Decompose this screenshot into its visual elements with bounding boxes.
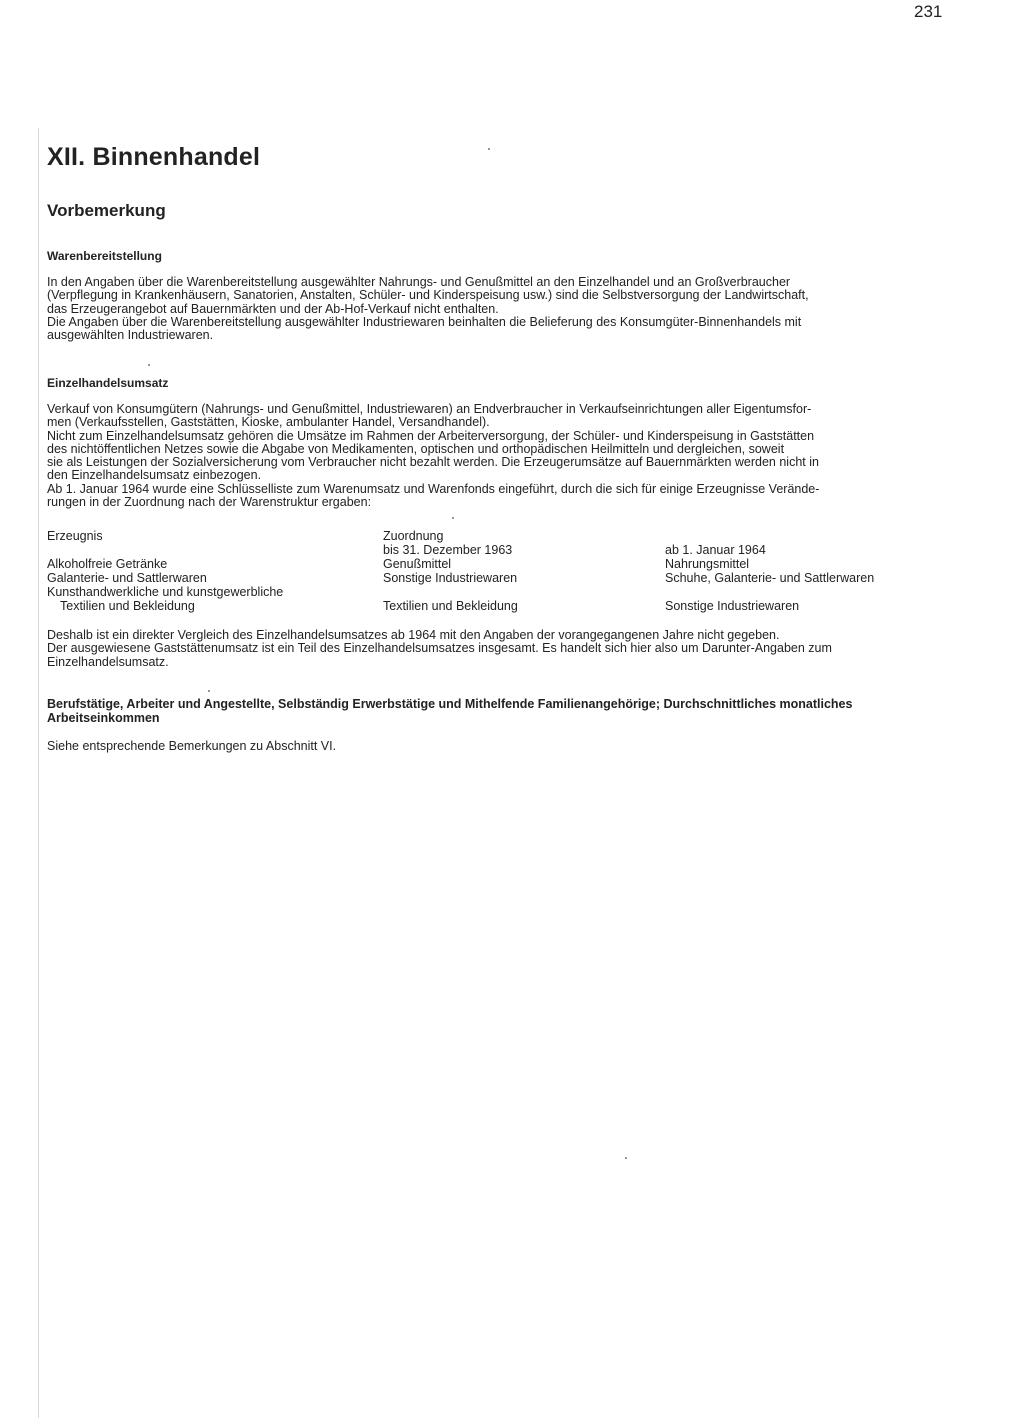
text-line: In den Angaben über die Warenbereitstellung ausgewählter Nahrungs- und Genußmittel an den Einzelhandel und an Großverbraucher: [47, 276, 791, 289]
paragraph-einzelhandelsumsatz: [47, 403, 952, 509]
table-cell-ab: Sonstige Industriewaren: [665, 599, 800, 613]
text-line: Nicht zum Einzelhandelsumsatz gehören die Umsätze im Rahmen der Arbeiterversorgung, der Schüler- und Kinderspeisung in Gaststätten: [47, 429, 815, 443]
paragraph-warenbereitstellung: [47, 276, 952, 342]
table-cell-erzeugnis: Alkoholfreie Getränke: [47, 557, 168, 571]
scan-speck: [148, 364, 150, 366]
text-line: Die Angaben über die Warenbereitstellung ausgewählter Industriewaren beinhalten die Belieferung des Konsumgüter-Binnenhandels mit: [47, 315, 802, 329]
table-cell-erzeugnis-continued: Textilien und Bekleidung: [60, 599, 195, 613]
paragraph-after-table: [47, 629, 952, 669]
scan-speck: [452, 517, 454, 519]
table-cell-ab: Schuhe, Galanterie- und Sattlerwaren: [665, 571, 875, 585]
text-line: Einzelhandelsumsatz.: [47, 655, 169, 669]
table-header-ab-1964: ab 1. Januar 1964: [665, 543, 766, 557]
text-line: Ab 1. Januar 1964 wurde eine Schlüsselliste zum Warenumsatz und Warenfonds eingeführt, durch die sich für einige Erzeugnisse Verände-: [47, 482, 820, 496]
text-line: Verkauf von Konsumgütern (Nahrungs- und Genußmittel, Industriewaren) an Endverbraucher in Verkaufseinrichtungen aller Eigentumsfor-: [47, 403, 812, 416]
table-header-bis-1963: bis 31. Dezember 1963: [383, 543, 513, 557]
text-line: sie als Leistungen der Sozialversicherung vom Verbraucher nicht bezahlt werden. Die Erzeugerumsätze auf Bauernmärkten werden nicht in: [47, 456, 819, 470]
heading-line: Berufstätige, Arbeiter und Angestellte, Selbständig Erwerbstätige und Mithelfende Familienangehörige; Durchschnittliches monatliches: [47, 697, 853, 711]
table-header-zuordnung: Zuordnung: [383, 529, 444, 543]
text-line: ausgewählten Industriewaren.: [47, 329, 214, 343]
text-line: das Erzeugerangebot auf Bauernmärkten und der Ab-Hof-Verkauf nicht enthalten.: [47, 302, 499, 316]
text-line: Deshalb ist ein direkter Vergleich des Einzelhandelsumsatzes ab 1964 mit den Angaben der vorangegangenen Jahre nicht gegeben.: [47, 629, 780, 642]
scan-speck: [488, 148, 490, 150]
table-cell-bis: Textilien und Bekleidung: [383, 599, 518, 613]
table-cell-ab: Nahrungsmittel: [665, 557, 750, 571]
table-cell-bis: Genußmittel: [383, 557, 452, 571]
text-line: Siehe entsprechende Bemerkungen zu Abschnitt VI.: [47, 740, 337, 753]
text-line: des nichtöffentlichen Netzes sowie die Abgabe von Medikamenten, optischen und orthopädischen Heilmitteln und dergleichen, soweit: [47, 442, 785, 456]
scan-speck: [625, 1157, 627, 1159]
scan-edge-line: [38, 128, 39, 1418]
section-title: Vorbemerkung: [47, 201, 166, 220]
heading-line: Arbeitseinkommen: [47, 711, 160, 725]
text-line: (Verpflegung in Krankenhäusern, Sanatorien, Anstalten, Schüler- und Kinderspeisung usw.) sind die Selbstversorgung der Landwirtschaft,: [47, 289, 809, 303]
text-line: Der ausgewiesene Gaststättenumsatz ist ein Teil des Einzelhandelsumsatzes insgesamt. Es handelt sich hier also um Darunter-Angaben zum: [47, 642, 832, 656]
table-cell-erzeugnis: Kunsthandwerkliche und kunstgewerbliche: [47, 585, 284, 599]
table-header-erzeugnis: Erzeugnis: [47, 529, 103, 543]
text-line: rungen in der Zuordnung nach der Warenstruktur ergaben:: [47, 496, 372, 510]
scan-speck: [208, 690, 210, 692]
paragraph-berufstaetige: [47, 740, 952, 753]
heading-einzelhandelsumsatz: Einzelhandelsumsatz: [47, 376, 169, 390]
heading-berufstaetige: [47, 697, 952, 725]
text-line: den Einzelhandelsumsatz einbezogen.: [47, 469, 262, 483]
text-line: men (Verkaufsstellen, Gaststätten, Kioske, ambulanter Handel, Versandhandel).: [47, 416, 490, 430]
table-cell-erzeugnis: Galanterie- und Sattlerwaren: [47, 571, 207, 585]
table-cell-bis: Sonstige Industriewaren: [383, 571, 518, 585]
chapter-title: XII. Binnenhandel: [47, 143, 261, 171]
heading-warenbereitstellung: Warenbereitstellung: [47, 249, 162, 263]
page-number: 231: [914, 2, 943, 21]
